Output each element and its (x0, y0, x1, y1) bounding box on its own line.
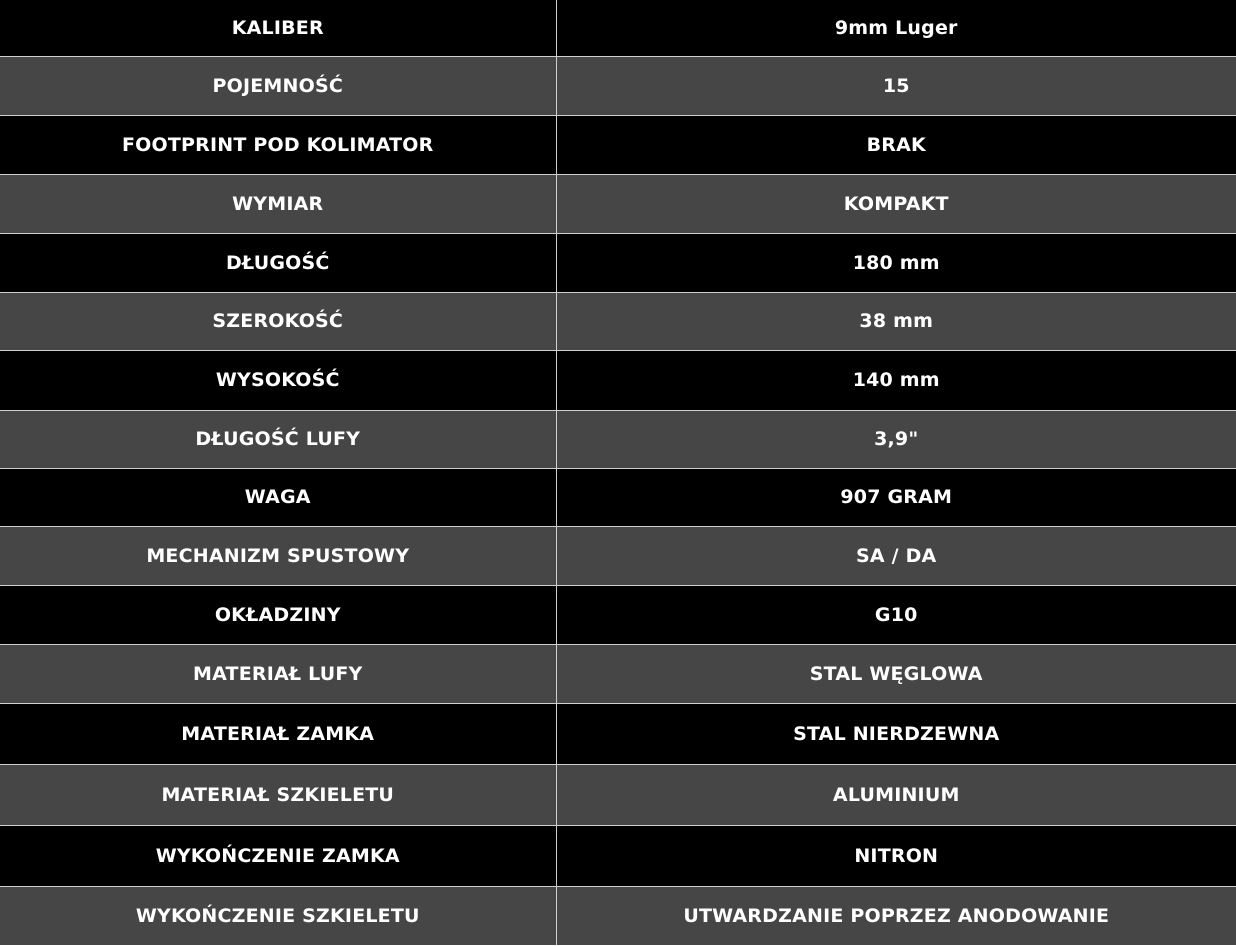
table-row (0, 825, 1236, 886)
table-row (0, 174, 1236, 233)
spec-value: 15 (556, 56, 1236, 115)
spec-label: KALIBER (0, 0, 556, 56)
spec-label: POJEMNOŚĆ (0, 56, 556, 115)
table-row (0, 764, 1236, 825)
spec-label: WYKOŃCZENIE ZAMKA (0, 825, 556, 886)
spec-value: 38 mm (556, 292, 1236, 350)
table-row (0, 0, 1236, 56)
spec-value: ALUMINIUM (556, 764, 1236, 825)
table-row (0, 350, 1236, 410)
spec-label: DŁUGOŚĆ (0, 233, 556, 292)
spec-value: 140 mm (556, 350, 1236, 410)
table-row (0, 56, 1236, 115)
spec-value: BRAK (556, 115, 1236, 174)
spec-value: KOMPAKT (556, 174, 1236, 233)
spec-label: MATERIAŁ LUFY (0, 644, 556, 703)
table-row (0, 292, 1236, 350)
spec-label: MECHANIZM SPUSTOWY (0, 526, 556, 585)
spec-label: WYSOKOŚĆ (0, 350, 556, 410)
spec-label: SZEROKOŚĆ (0, 292, 556, 350)
table-row (0, 468, 1236, 526)
table-row (0, 410, 1236, 468)
spec-value: NITRON (556, 825, 1236, 886)
table-row (0, 526, 1236, 585)
spec-value: 9mm Luger (556, 0, 1236, 56)
table-row (0, 886, 1236, 945)
spec-label: OKŁADZINY (0, 585, 556, 644)
table-row (0, 703, 1236, 764)
spec-label: FOOTPRINT POD KOLIMATOR (0, 115, 556, 174)
table-row (0, 233, 1236, 292)
spec-value: 3,9" (556, 410, 1236, 468)
spec-value: G10 (556, 585, 1236, 644)
table-row (0, 644, 1236, 703)
spec-label: MATERIAŁ SZKIELETU (0, 764, 556, 825)
spec-value: 907 GRAM (556, 468, 1236, 526)
spec-label: WYMIAR (0, 174, 556, 233)
spec-label: WYKOŃCZENIE SZKIELETU (0, 886, 556, 945)
table-row (0, 115, 1236, 174)
spec-value: STAL NIERDZEWNA (556, 703, 1236, 764)
spec-value: 180 mm (556, 233, 1236, 292)
table-row (0, 585, 1236, 644)
spec-label: WAGA (0, 468, 556, 526)
spec-label: DŁUGOŚĆ LUFY (0, 410, 556, 468)
spec-value: SA / DA (556, 526, 1236, 585)
spec-value: STAL WĘGLOWA (556, 644, 1236, 703)
spec-value: UTWARDZANIE POPRZEZ ANODOWANIE (556, 886, 1236, 945)
spec-label: MATERIAŁ ZAMKA (0, 703, 556, 764)
